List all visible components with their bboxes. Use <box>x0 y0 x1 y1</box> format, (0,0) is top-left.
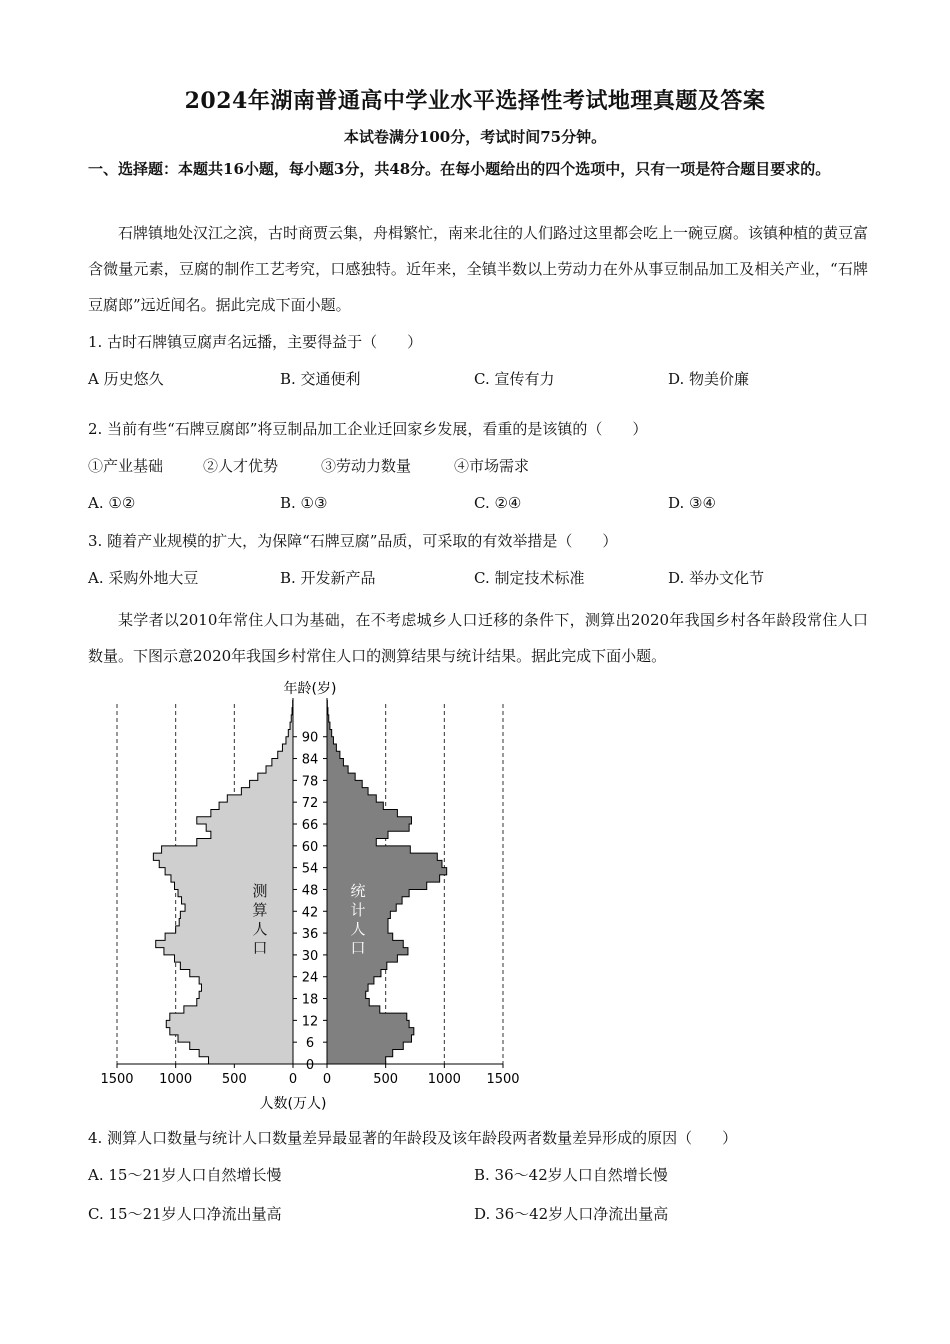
question-1-options <box>88 368 868 390</box>
estimated-bar-age-42 <box>185 904 293 911</box>
question-4-options-row2 <box>88 1203 868 1225</box>
census-bar-age-12 <box>327 1013 407 1020</box>
census-bar-age-16 <box>327 999 369 1006</box>
estimated-bar-age-32 <box>156 940 293 947</box>
series-label-estimated-char-0: 测 <box>252 882 268 900</box>
census-bar-age-52 <box>327 868 447 875</box>
page-title: 2024年湖南普通高中学业水平选择性考试地理真题及答案 <box>184 88 766 114</box>
series-label-census-char-3: 口 <box>350 939 366 957</box>
estimated-bar-age-26 <box>180 962 293 969</box>
estimated-bar-age-38 <box>179 919 293 926</box>
chart-labels <box>100 680 519 1112</box>
estimated-bar-age-24 <box>190 969 293 976</box>
census-bar-age-82 <box>327 759 343 766</box>
census-bar-age-72 <box>327 795 376 802</box>
census-bar-age-22 <box>327 977 374 984</box>
census-bar-age-66 <box>327 817 411 824</box>
question-2-stem: 2. 当前有些“石牌豆腐郎”将豆制品加工企业迁回家乡发展，看重的是该镇的（ ） <box>88 420 648 438</box>
q1-option-d[interactable]: D. 物美价廉 <box>668 370 750 388</box>
census-bar-age-74 <box>327 788 368 795</box>
x-tick-label-left-1500: 1500 <box>100 1072 134 1087</box>
x-tick-label-right-1000: 1000 <box>427 1072 461 1087</box>
census-bar-age-10 <box>327 1020 409 1027</box>
estimated-bar-age-66 <box>197 817 293 824</box>
estimated-bar-age-4 <box>190 1042 293 1049</box>
series-estimated <box>153 700 293 1064</box>
x-tick-label-right-500: 500 <box>373 1072 399 1087</box>
q3-option-c[interactable]: C. 制定技术标准 <box>474 569 585 587</box>
estimated-bar-age-80 <box>266 766 293 773</box>
x-tick-label-right-0: 0 <box>322 1072 332 1087</box>
estimated-bar-age-10 <box>166 1020 293 1027</box>
question-3-options <box>88 567 868 589</box>
census-bar-age-14 <box>327 1006 380 1013</box>
y-tick-label-12: 12 <box>301 1014 319 1030</box>
census-bar-age-88 <box>327 737 333 744</box>
estimated-bar-age-68 <box>211 809 293 816</box>
census-bar-age-2 <box>327 1049 393 1056</box>
estimated-bar-age-18 <box>199 991 293 998</box>
estimated-bar-age-12 <box>170 1013 293 1020</box>
census-bar-age-0 <box>327 1057 386 1064</box>
q4-option-a[interactable]: A. 15～21岁人口自然增长慢 <box>88 1166 282 1184</box>
q2-item-2: ②人才优势 <box>203 457 279 475</box>
estimated-bar-age-46 <box>178 889 293 896</box>
y-tick-label-54: 54 <box>301 861 319 877</box>
q4-option-c[interactable]: C. 15～21岁人口净流出量高 <box>88 1205 282 1223</box>
q1-option-c[interactable]: C. 宣传有力 <box>474 370 555 388</box>
passage-2: 某学者以2010年常住人口为基础，在不考虑城乡人口迁移的条件下，测算出2020年我国乡村各年龄段常住人口数量。下图示意2020年我国乡村常住人口的测算结果与统计结果。据此完成下面小题。 <box>88 611 868 665</box>
series-label-census-char-0: 统 <box>350 882 366 900</box>
estimated-bar-age-0 <box>209 1057 293 1064</box>
question-4-options-row1 <box>88 1164 868 1186</box>
estimated-bar-age-70 <box>219 802 293 809</box>
y-tick-label-0: 0 <box>305 1058 315 1073</box>
estimated-bar-age-20 <box>201 984 293 991</box>
estimated-bar-age-28 <box>174 955 293 962</box>
passage-1: 石牌镇地处汉江之滨，古时商贾云集，舟楫繁忙，南来北往的人们路过这里都会吃上一碗豆腐。该镇种植的黄豆富含微量元素，豆腐的制作工艺考究，口感独特。近年来，全镇半数以上劳动力在外从事豆制品加工及相关产业，“石牌豆腐郎”远近闻名。据此完成下面小题。 <box>88 224 869 314</box>
estimated-bar-age-72 <box>227 795 293 802</box>
q2-option-c[interactable]: C. ②④ <box>474 494 522 512</box>
x-axis-label: 人数(万人) <box>259 1096 327 1112</box>
series-label-estimated-char-3: 口 <box>252 939 268 957</box>
estimated-bar-age-88 <box>286 737 293 744</box>
census-bar-age-48 <box>327 882 427 889</box>
census-bar-age-58 <box>327 846 410 853</box>
y-tick-label-42: 42 <box>301 905 319 921</box>
question-1-stem: 1. 古时石牌镇豆腐声名远播，主要得益于（ ） <box>88 333 423 351</box>
census-bar-age-46 <box>327 889 409 896</box>
y-tick-label-18: 18 <box>301 992 319 1008</box>
series-label-census <box>350 882 365 957</box>
q1-option-b[interactable]: B. 交通便利 <box>280 370 361 388</box>
census-bar-age-84 <box>327 751 340 758</box>
census-bar-age-24 <box>327 969 381 976</box>
estimated-bar-age-58 <box>162 846 293 853</box>
series-label-estimated-char-1: 算 <box>252 901 268 919</box>
census-bar-age-78 <box>327 773 355 780</box>
census-bar-age-70 <box>327 802 383 809</box>
estimated-bar-age-14 <box>184 1006 293 1013</box>
estimated-bar-age-8 <box>170 1028 293 1035</box>
exam-info: 本试卷满分100分，考试时间75分钟。 <box>343 128 607 146</box>
q2-option-a[interactable]: A. ①② <box>88 494 136 512</box>
y-tick-label-66: 66 <box>301 818 319 833</box>
census-bar-age-62 <box>327 831 388 838</box>
y-tick-label-84: 84 <box>301 752 319 768</box>
estimated-bar-age-50 <box>171 875 293 882</box>
series-label-census-char-1: 计 <box>350 901 366 919</box>
x-tick-label-left-1000: 1000 <box>159 1072 193 1087</box>
estimated-bar-age-52 <box>165 868 293 875</box>
census-bar-age-30 <box>327 948 408 955</box>
y-tick-label-48: 48 <box>301 883 319 899</box>
census-bar-age-8 <box>327 1028 414 1035</box>
y-axis-label: 年龄(岁) <box>283 681 337 697</box>
y-tick-label-36: 36 <box>301 927 319 943</box>
q2-option-b[interactable]: B. ①③ <box>280 494 328 512</box>
q4-option-d[interactable]: D. 36～42岁人口净流出量高 <box>474 1205 669 1223</box>
census-bar-age-68 <box>327 809 397 816</box>
census-bar-age-64 <box>327 824 409 831</box>
x-tick-label-right-1500: 1500 <box>486 1072 520 1087</box>
estimated-bar-age-40 <box>180 911 293 918</box>
series-label-census-char-2: 人 <box>350 920 366 938</box>
y-tick-label-24: 24 <box>301 970 319 986</box>
estimated-bar-age-34 <box>165 933 293 940</box>
estimated-bar-age-22 <box>199 977 293 984</box>
q2-item-1: ①产业基础 <box>88 457 164 475</box>
estimated-bar-age-90 <box>288 729 293 736</box>
census-bar-age-86 <box>327 744 336 751</box>
census-bar-age-76 <box>327 780 362 787</box>
census-bar-age-54 <box>327 860 442 867</box>
census-bar-age-18 <box>327 991 366 998</box>
y-tick-label-30: 30 <box>301 948 319 964</box>
estimated-bar-age-36 <box>176 926 293 933</box>
census-bar-age-26 <box>327 962 387 969</box>
y-tick-label-72: 72 <box>301 796 319 812</box>
question-4-stem: 4. 测算人口数量与统计人口数量差异最显著的年龄段及该年龄段两者数量差异形成的原因（ ） <box>88 1129 738 1147</box>
section-heading: 一、选择题：本题共16小题，每小题3分，共48分。在每小题给出的四个选项中，只有一项是符合题目要求的。 <box>88 160 831 178</box>
population-pyramid-chart <box>90 676 540 1116</box>
estimated-bar-age-54 <box>159 860 293 867</box>
question-2-options <box>88 492 868 514</box>
estimated-bar-age-74 <box>241 788 293 795</box>
estimated-bar-age-82 <box>272 759 293 766</box>
census-bar-age-90 <box>327 729 332 736</box>
estimated-bar-age-60 <box>197 839 293 846</box>
y-tick-label-90: 90 <box>301 730 319 746</box>
x-tick-label-left-500: 500 <box>221 1072 247 1087</box>
census-bar-age-56 <box>327 853 437 860</box>
q3-option-d[interactable]: D. 举办文化节 <box>668 569 765 587</box>
census-bar-age-80 <box>327 766 348 773</box>
census-bar-age-4 <box>327 1042 403 1049</box>
census-bar-age-50 <box>327 875 440 882</box>
estimated-bar-age-44 <box>182 897 293 904</box>
estimated-bar-age-76 <box>250 780 293 787</box>
q1-option-a[interactable]: A 历史悠久 <box>88 370 164 388</box>
y-tick-label-6: 6 <box>305 1036 315 1052</box>
estimated-bar-age-64 <box>206 824 293 831</box>
estimated-bar-age-2 <box>199 1049 293 1056</box>
question-3-stem: 3. 随着产业规模的扩大，为保障“石牌豆腐”品质，可采取的有效举措是（ ） <box>88 532 618 550</box>
estimated-bar-age-30 <box>164 948 293 955</box>
y-tick-label-78: 78 <box>301 774 319 790</box>
question-2-items <box>88 455 868 477</box>
q2-item-3: ③劳动力数量 <box>321 457 412 475</box>
q3-option-b[interactable]: B. 开发新产品 <box>280 569 376 587</box>
estimated-bar-age-62 <box>211 831 293 838</box>
estimated-bar-age-48 <box>174 882 293 889</box>
q2-item-4: ④市场需求 <box>454 457 530 475</box>
q4-option-b[interactable]: B. 36～42岁人口自然增长慢 <box>474 1166 668 1184</box>
estimated-bar-age-78 <box>258 773 293 780</box>
x-tick-label-left-0: 0 <box>288 1072 298 1087</box>
q3-option-a[interactable]: A. 采购外地大豆 <box>88 569 199 587</box>
estimated-bar-age-86 <box>282 744 293 751</box>
census-bar-age-60 <box>327 839 376 846</box>
q2-option-d[interactable]: D. ③④ <box>668 494 716 512</box>
census-bar-age-20 <box>327 984 368 991</box>
estimated-bar-age-16 <box>197 999 293 1006</box>
census-bar-age-6 <box>327 1035 411 1042</box>
estimated-bar-age-6 <box>178 1035 293 1042</box>
series-label-estimated <box>252 882 267 957</box>
series-census <box>327 700 447 1064</box>
series-label-estimated-char-2: 人 <box>252 920 268 938</box>
y-tick-label-60: 60 <box>301 839 319 855</box>
estimated-bar-age-56 <box>153 853 293 860</box>
estimated-bar-age-84 <box>278 751 293 758</box>
